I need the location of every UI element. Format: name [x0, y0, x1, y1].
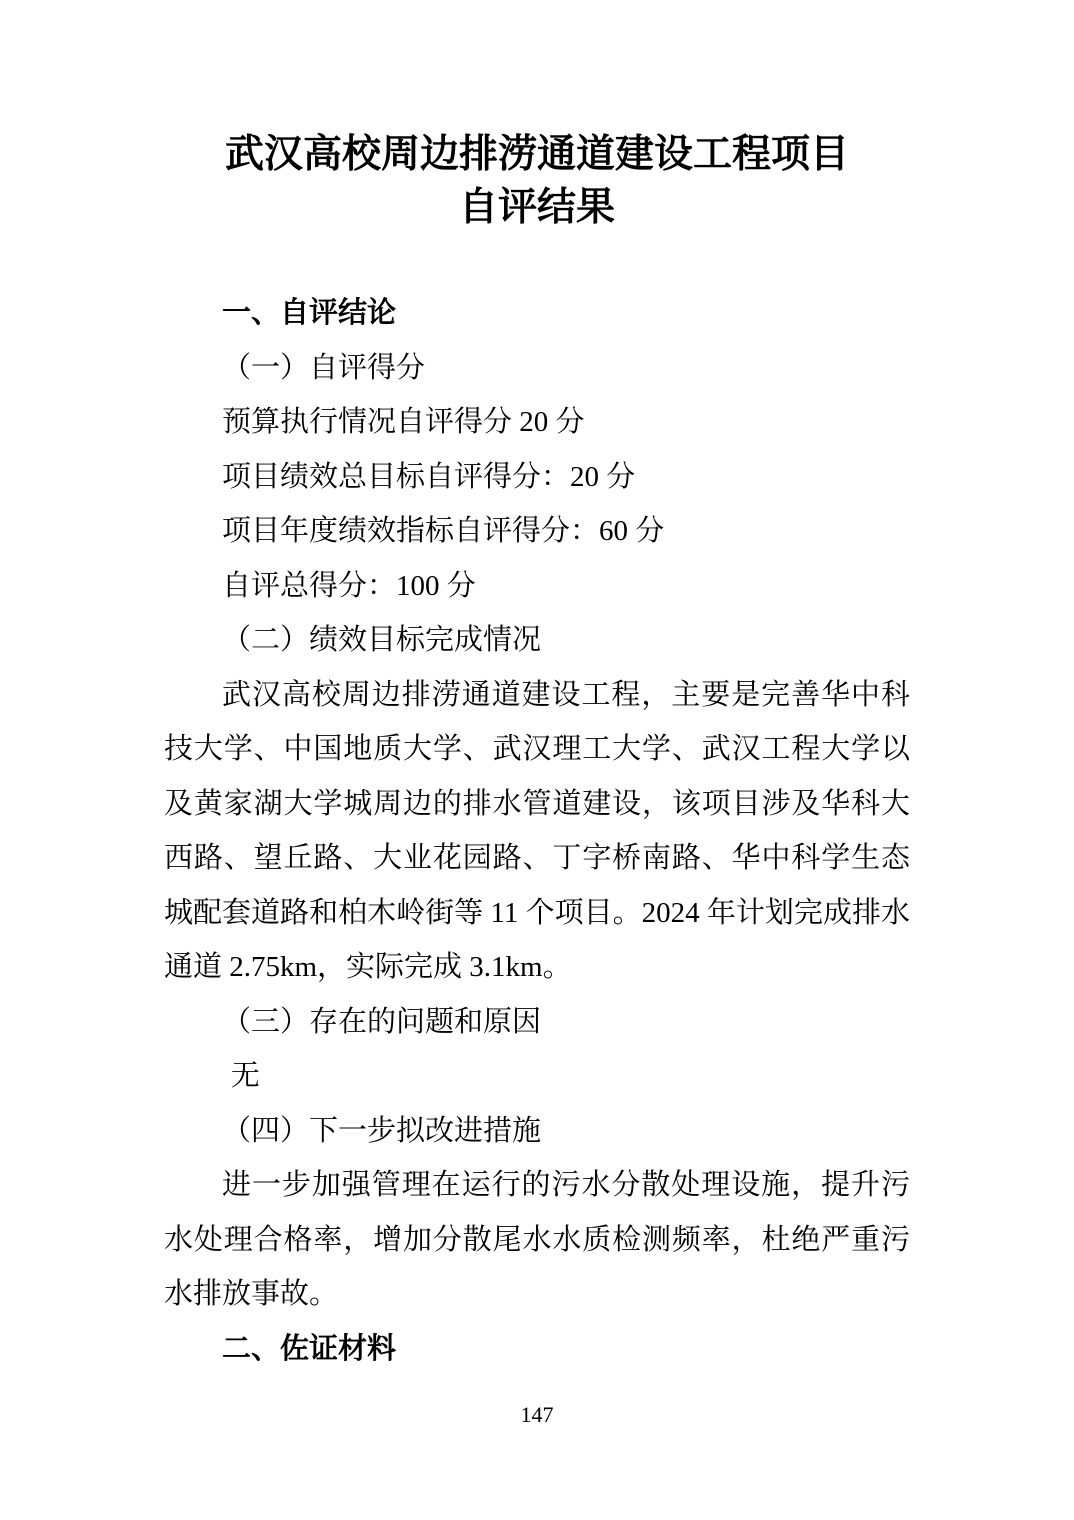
- title-line-1: 武汉高校周边排涝通道建设工程项目: [224, 133, 849, 176]
- para-budget-execution-score: 预算执行情况自评得分 20 分: [222, 406, 585, 438]
- para-total-score: 自评总得分：100 分: [222, 569, 476, 602]
- subheading-goal-completion: （二）绩效目标完成情况: [222, 624, 542, 656]
- document-body: [164, 286, 910, 1376]
- para-none: 无: [230, 1060, 260, 1092]
- para-goal-completion-detail: 武汉高校周边排涝通道建设工程，主要是完善华中科技大学、中国地质大学、武汉理工大学、武汉工程大学以及黄家湖大学城周边的排水管道建设，该项目涉及华科大西路、望丘路、大业花园路、丁字桥南路、华中科学生态城配套道路和柏木岭街等 11 个项目。2024 年计划完成排水通道 2.75km，实际完成 3.1km。: [164, 678, 910, 983]
- subheading-problems-causes: （三）存在的问题和原因: [222, 1005, 542, 1038]
- page-number: 147: [520, 1402, 554, 1427]
- para-improvement-measures: 进一步加强管理在运行的污水分散处理设施，提升污水处理合格率，增加分散尾水水质检测频率，杜绝严重污水排放事故。: [164, 1169, 910, 1310]
- subheading-self-eval-score: （一）自评得分: [222, 351, 426, 384]
- para-overall-goal-score: 项目绩效总目标自评得分：20 分: [222, 460, 636, 493]
- heading-self-eval-conclusion: 一、自评结论: [222, 297, 397, 329]
- document-title: [164, 128, 910, 234]
- subheading-next-improvements: （四）下一步拟改进措施: [222, 1114, 542, 1147]
- para-annual-indicator-score: 项目年度绩效指标自评得分：60 分: [222, 515, 665, 547]
- document-content: [164, 128, 910, 1376]
- title-line-2: 自评结果: [458, 186, 615, 229]
- heading-supporting-materials: 二、佐证材料: [222, 1332, 397, 1365]
